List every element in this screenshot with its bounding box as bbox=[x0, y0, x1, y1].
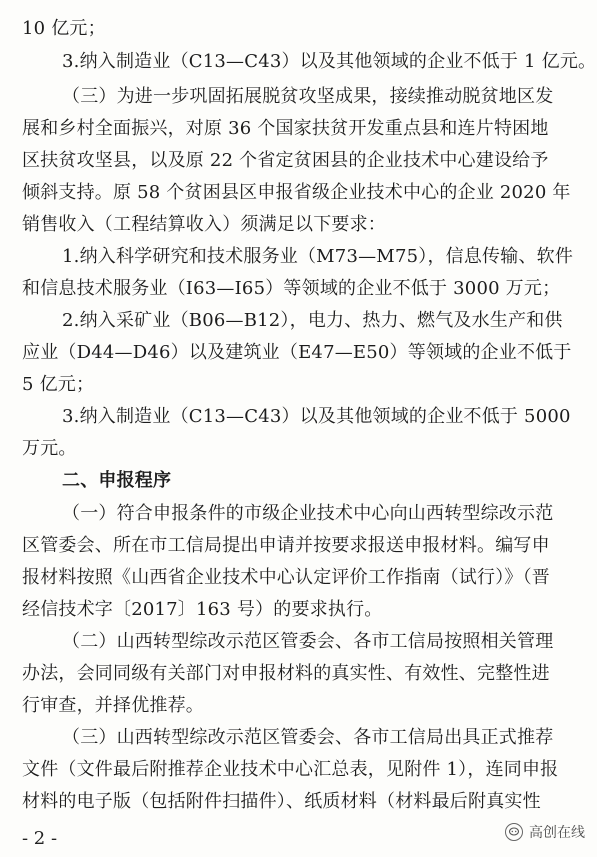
watermark bbox=[505, 822, 585, 842]
text-line: 报材料按照《山西省企业技术中心认定评价工作指南（试行）》（晋 bbox=[22, 567, 550, 588]
text-line: 10 亿元； bbox=[22, 18, 106, 39]
text-line: 3.纳入制造业（C13—C43）以及其他领域的企业不低于 1 亿元。 bbox=[62, 51, 597, 72]
section-heading: 二、申报程序 bbox=[62, 470, 172, 491]
text-line: 区管委会、所在市工信局提出申请并按要求报送申报材料。编写申 bbox=[22, 535, 550, 556]
text-line: 经信技术字〔2017〕163 号）的要求执行。 bbox=[22, 599, 383, 620]
text-line: 倾斜支持。原 58 个贫困县区申报省级企业技术中心的企业 2020 年 bbox=[22, 182, 571, 203]
text-line: 行审查，并择优推荐。 bbox=[22, 695, 204, 716]
text-line: 和信息技术服务业（I63—I65）等领域的企业不低于 3000 万元； bbox=[22, 278, 561, 299]
text-line: 5 亿元； bbox=[22, 374, 95, 395]
text-line: 文件（文件最后附推荐企业技术中心汇总表，见附件 1），连同申报 bbox=[22, 759, 559, 780]
text-line: 材料的电子版（包括附件扫描件）、纸质材料（材料最后附真实性 bbox=[22, 791, 541, 812]
paragraph-start-line: （三）山西转型综改示范区管委会、各市工信局出具正式推荐 bbox=[62, 727, 554, 748]
paragraph-start-line: （一）符合申报条件的市级企业技术中心向山西转型综改示范 bbox=[62, 503, 554, 524]
text-line: 办法，会同同级有关部门对申报材料的真实性、有效性、完整性进 bbox=[22, 663, 550, 684]
page-number: - 2 - bbox=[22, 828, 58, 849]
paragraph-start-line: （三）为进一步巩固拓展脱贫攻坚成果，接续推动脱贫地区发 bbox=[62, 86, 554, 107]
text-line: 销售收入（工程结算收入）须满足以下要求： bbox=[22, 214, 386, 235]
text-line: 区扶贫攻坚县，以及原 22 个省定贫困县的企业技术中心建设给予 bbox=[22, 150, 549, 171]
list-item-line: 3.纳入制造业（C13—C43）以及其他领域的企业不低于 5000 bbox=[62, 406, 571, 427]
list-item-line: 2.纳入采矿业（B06—B12），电力、热力、燃气及水生产和供 bbox=[62, 310, 563, 331]
text-line: 展和乡村全面振兴，对原 36 个国家扶贫开发重点县和连片特困地 bbox=[22, 118, 549, 139]
text-line: 应业（D44—D46）以及建筑业（E47—E50）等领域的企业不低于 bbox=[22, 342, 572, 363]
paragraph-start-line: （二）山西转型综改示范区管委会、各市工信局按照相关管理 bbox=[62, 631, 554, 652]
list-item-line: 1.纳入科学研究和技术服务业（M73—M75），信息传输、软件 bbox=[62, 246, 574, 267]
chat-bubble-icon bbox=[505, 823, 523, 841]
watermark-text: 高创在线 bbox=[529, 825, 585, 841]
text-line: 万元。 bbox=[22, 438, 77, 459]
